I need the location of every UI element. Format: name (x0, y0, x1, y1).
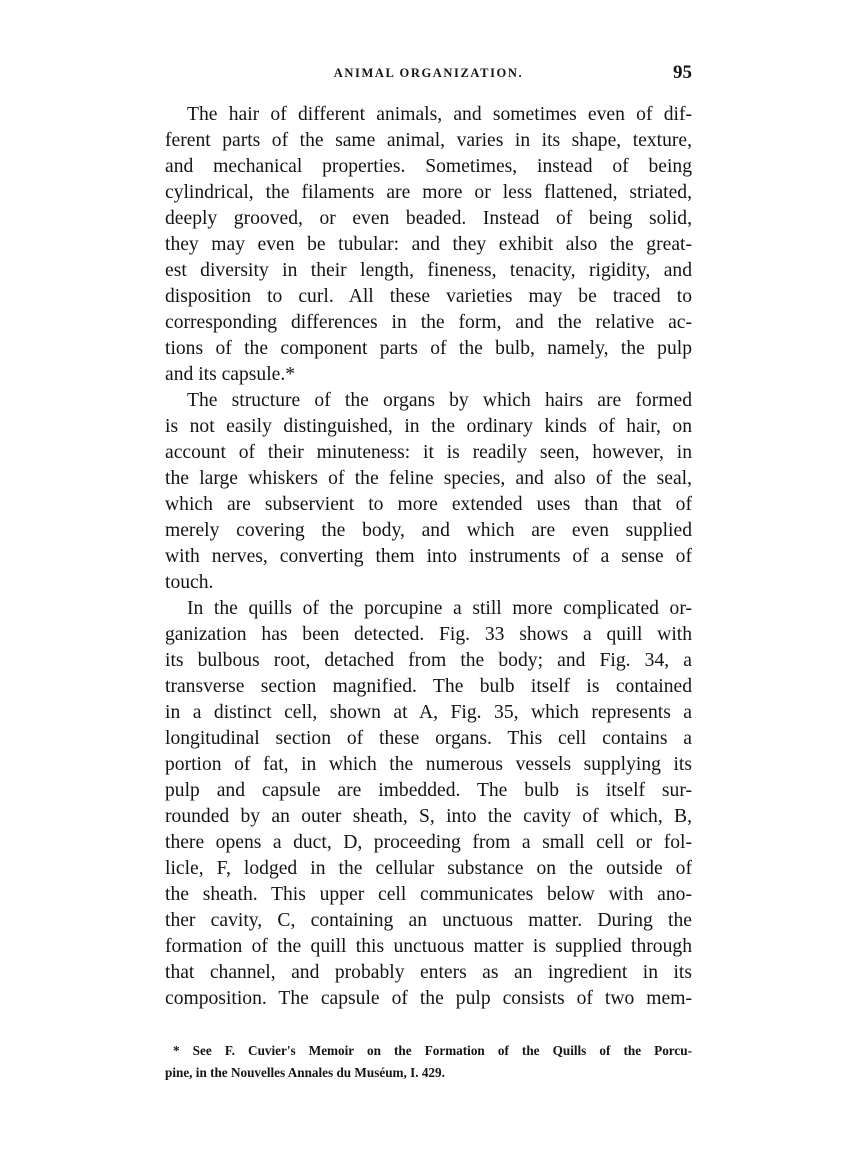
text-line: rounded by an outer sheath, S, into the cavity of which, B, (165, 806, 692, 827)
running-head (165, 62, 692, 88)
text-line: In the quills of the porcupine a still more complicated or- (187, 598, 692, 619)
text-line: the sheath. This upper cell communicates below with ano- (165, 884, 692, 905)
text-line: The structure of the organs by which hairs are formed (187, 390, 692, 411)
text-line: ferent parts of the same animal, varies in its shape, texture, (165, 130, 692, 151)
text-line: composition. The capsule of the pulp consists of two mem- (165, 988, 692, 1009)
text-line: disposition to curl. All these varieties may be traced to (165, 286, 692, 307)
text-line: corresponding differences in the form, and the relative ac- (165, 312, 692, 333)
page-number: 95 (673, 62, 692, 83)
text-line: the large whiskers of the feline species, and also of the seal, (165, 468, 692, 489)
text-line: touch. (165, 572, 214, 593)
text-line: account of their minuteness: it is readily seen, however, in (165, 442, 692, 463)
footnote (165, 1040, 692, 1084)
text-line: ther cavity, C, containing an unctuous matter. During the (165, 910, 692, 931)
body-text (165, 102, 692, 1012)
text-line: which are subservient to more extended uses than that of (165, 494, 692, 515)
text-line: deeply grooved, or even beaded. Instead of being solid, (165, 208, 692, 229)
text-line: in a distinct cell, shown at A, Fig. 35, which represents a (165, 702, 692, 723)
text-line: and mechanical properties. Sometimes, instead of being (165, 156, 692, 177)
text-line: and its capsule.* (165, 364, 296, 385)
text-line: its bulbous root, detached from the body; and Fig. 34, a (165, 650, 692, 671)
text-line: portion of fat, in which the numerous vessels supplying its (165, 754, 692, 775)
text-line: licle, F, lodged in the cellular substance on the outside of (165, 858, 692, 879)
text-line: est diversity in their length, fineness, tenacity, rigidity, and (165, 260, 692, 281)
text-line: transverse section magnified. The bulb itself is contained (165, 676, 692, 697)
text-line: there opens a duct, D, proceeding from a small cell or fol- (165, 832, 692, 853)
text-line: they may even be tubular: and they exhibit also the great- (165, 234, 692, 255)
text-line: pulp and capsule are imbedded. The bulb is itself sur- (165, 780, 692, 801)
text-line: tions of the component parts of the bulb, namely, the pulp (165, 338, 692, 359)
running-title: ANIMAL ORGANIZATION. (333, 66, 524, 80)
text-line: with nerves, converting them into instruments of a sense of (165, 546, 692, 567)
text-line: that channel, and probably enters as an ingredient in its (165, 962, 692, 983)
text-line: ganization has been detected. Fig. 33 shows a quill with (165, 624, 692, 645)
text-line: merely covering the body, and which are even supplied (165, 520, 692, 541)
text-line: cylindrical, the filaments are more or less flattened, striated, (165, 182, 692, 203)
paragraph-hair-varieties (165, 102, 692, 388)
paragraph-porcupine-quills (165, 596, 692, 1012)
text-line: longitudinal section of these organs. This cell contains a (165, 728, 692, 749)
text-line: formation of the quill this unctuous matter is supplied through (165, 936, 692, 957)
footnote-line: * See F. Cuvier's Memoir on the Formation of the Quills of the Porcu- (173, 1043, 692, 1058)
paragraph-hair-organs (165, 388, 692, 596)
footnote-line: pine, in the Nouvelles Annales du Muséum, I. 429. (165, 1065, 445, 1080)
text-line: is not easily distinguished, in the ordinary kinds of hair, on (165, 416, 692, 437)
text-line: The hair of different animals, and sometimes even of dif- (187, 104, 692, 125)
